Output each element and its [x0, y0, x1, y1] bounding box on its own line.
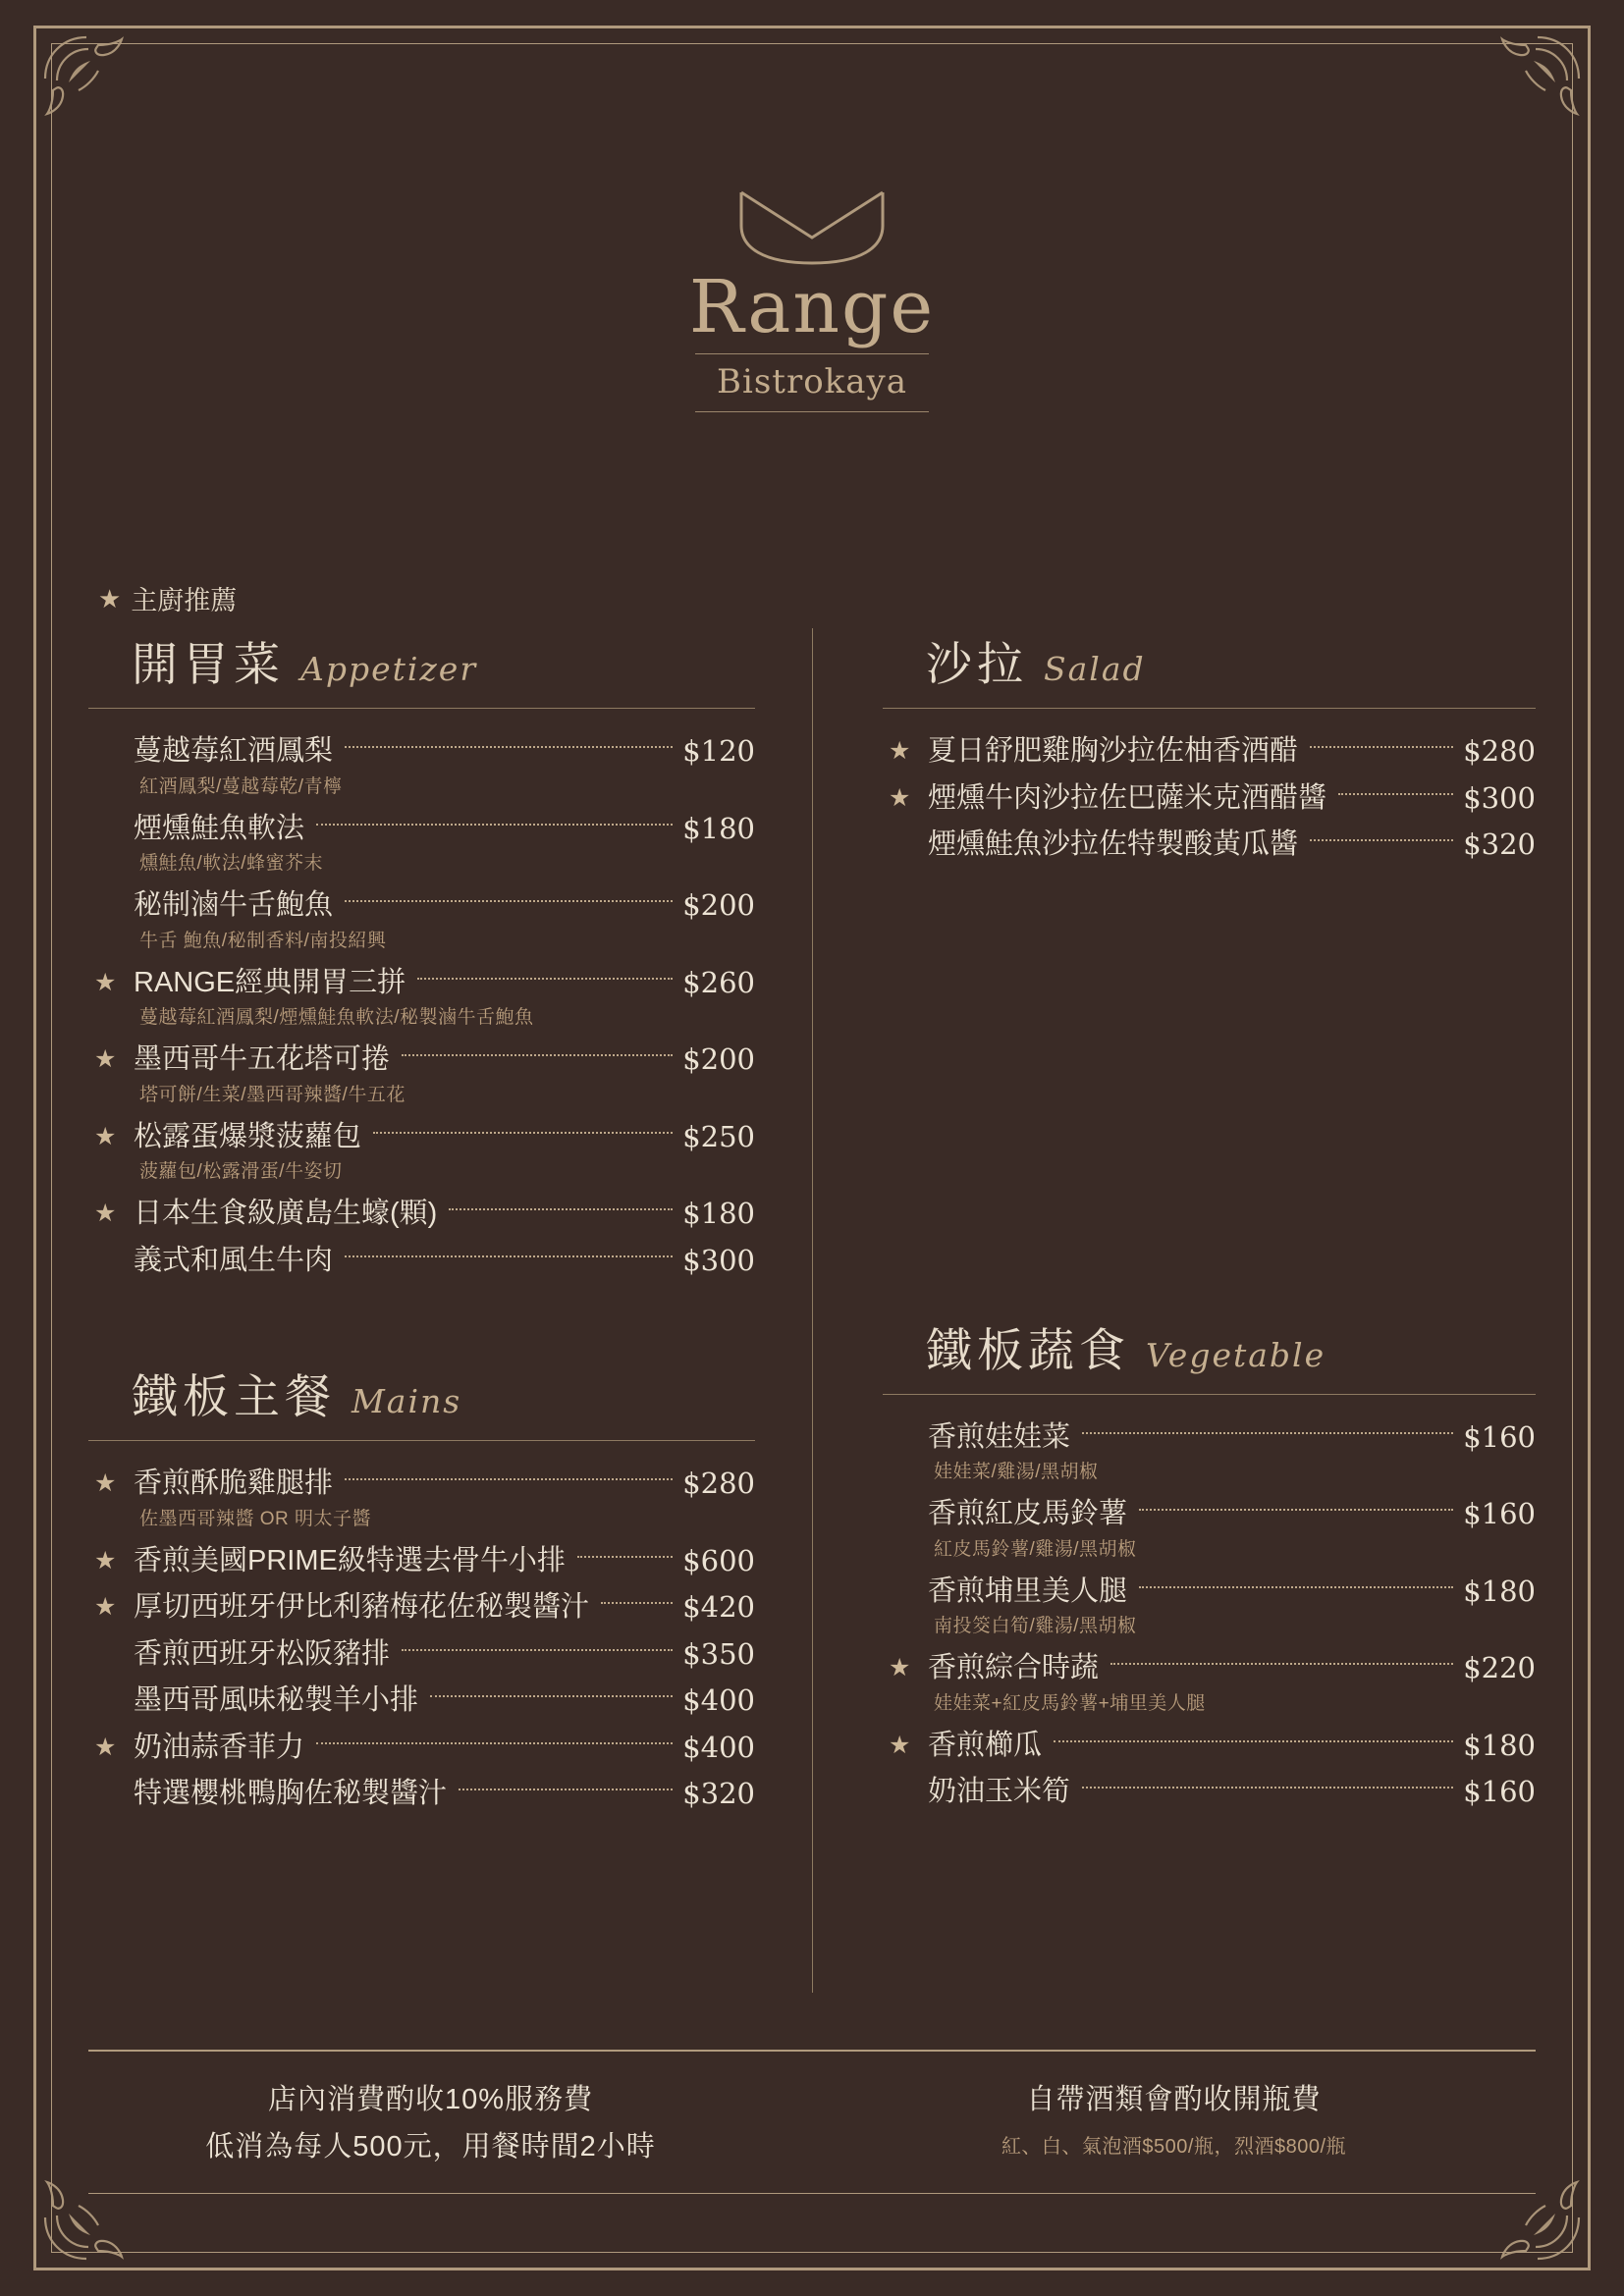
section-title-cn: 開胃菜 — [132, 638, 285, 690]
menu-item — [94, 884, 755, 952]
item-price: $600 — [682, 1543, 755, 1577]
menu-item — [889, 1725, 1536, 1768]
item-description: 娃娃菜/雞湯/黑胡椒 — [934, 1462, 1099, 1482]
leader-dots — [577, 1556, 673, 1558]
item-name: 奶油蒜香菲力 — [134, 1731, 305, 1763]
leader-dots — [1310, 746, 1453, 748]
section-title-en: Vegetable — [1146, 1335, 1326, 1374]
footer-service-notes — [88, 2077, 812, 2171]
item-name: 日本生食級廣島生蠔(顆) — [134, 1198, 438, 1229]
item-description: 牛舌 鮑魚/秘制香料/南投紹興 — [139, 930, 387, 951]
footer-rule-bottom — [88, 2193, 1536, 2194]
item-name: 煙燻牛肉沙拉佐巴薩米克酒醋醬 — [928, 781, 1327, 814]
menu-content — [88, 79, 1536, 2217]
menu-item — [889, 824, 1536, 867]
leader-dots — [1082, 1787, 1453, 1789]
leader-dots — [316, 824, 673, 826]
section-title-cn: 鐵板主餐 — [132, 1370, 336, 1422]
section-rule — [883, 708, 1536, 709]
star-icon: ★ — [94, 1469, 117, 1497]
item-name: 香煎娃娃菜 — [928, 1420, 1071, 1453]
section-title-en: Mains — [352, 1382, 462, 1420]
menu-item — [889, 777, 1536, 821]
menu-column-right — [812, 628, 1536, 1820]
leader-dots — [1338, 793, 1453, 795]
item-name: 奶油玉米筍 — [928, 1776, 1071, 1807]
leader-dots — [417, 978, 673, 980]
footer-corkage-notes — [812, 2077, 1536, 2171]
menu-item — [94, 1116, 755, 1184]
item-description: 紅皮馬鈴薯/雞湯/黑胡椒 — [934, 1538, 1137, 1560]
star-icon: ★ — [94, 1733, 117, 1761]
item-price: $180 — [682, 811, 755, 845]
item-price: $180 — [1463, 1574, 1536, 1608]
footer-corkage-detail: 紅、白、氣泡酒$500/瓶，烈酒$800/瓶 — [1001, 2136, 1347, 2159]
star-icon: ★ — [889, 1731, 911, 1759]
item-price: $400 — [682, 1730, 755, 1764]
item-name: RANGE經典開胃三拼 — [134, 966, 406, 998]
menu-item — [94, 1633, 755, 1677]
leader-dots — [459, 1789, 673, 1790]
item-name: 厚切西班牙伊比利豬梅花佐秘製醬汁 — [134, 1591, 590, 1623]
item-price: $320 — [682, 1777, 755, 1810]
section-salad — [883, 628, 1536, 867]
leader-dots — [345, 1255, 673, 1257]
menu-item — [94, 962, 755, 1030]
section-heading — [883, 628, 1536, 694]
item-price: $120 — [682, 734, 755, 768]
item-name: 夏日舒肥雞胸沙拉佐柚香酒醋 — [928, 735, 1299, 767]
item-price: $260 — [682, 965, 755, 999]
item-description: 蔓越莓紅酒鳳梨/煙燻鮭魚軟法/秘製滷牛舌鮑魚 — [139, 1007, 534, 1028]
leader-dots — [373, 1132, 673, 1134]
menu-item — [94, 1193, 755, 1236]
menu-item-list — [88, 1463, 755, 1816]
section-title-en: Appetizer — [300, 650, 478, 688]
item-description: 佐墨西哥辣醬 OR 明太子醬 — [139, 1508, 372, 1529]
menu-item — [889, 730, 1536, 774]
brand-logo — [88, 79, 1536, 412]
star-icon: ★ — [94, 1593, 117, 1621]
item-price: $300 — [682, 1243, 755, 1277]
menu-item — [889, 1771, 1536, 1814]
brand-name: Range — [688, 265, 936, 349]
leader-dots — [1082, 1432, 1453, 1434]
leader-dots — [316, 1742, 673, 1744]
star-icon: ★ — [98, 583, 122, 614]
leader-dots — [1110, 1663, 1453, 1665]
item-name: 香煎綜合時蔬 — [928, 1652, 1100, 1683]
item-name: 墨西哥風味秘製羊小排 — [134, 1684, 419, 1716]
leader-dots — [430, 1695, 673, 1697]
leader-dots — [1310, 839, 1453, 841]
item-price: $180 — [682, 1197, 755, 1230]
item-price: $350 — [682, 1636, 755, 1671]
section-title-en: Salad — [1044, 650, 1146, 688]
footer-corkage-title: 自帶酒類會酌收開瓶費 — [1026, 2084, 1322, 2116]
chef-recommend-legend — [98, 579, 237, 617]
item-name: 香煎紅皮馬鈴薯 — [928, 1498, 1128, 1529]
star-icon: ★ — [94, 1200, 117, 1227]
item-price: $160 — [1463, 1775, 1536, 1808]
item-price: $280 — [682, 1467, 755, 1500]
section-rule — [88, 1440, 755, 1441]
leader-dots — [402, 1054, 673, 1056]
item-price: $420 — [682, 1590, 755, 1624]
menu-item — [889, 1571, 1536, 1638]
section-vegetable — [883, 1314, 1536, 1814]
leader-dots — [1139, 1586, 1453, 1588]
menu-columns — [88, 628, 1536, 1820]
item-price: $320 — [1463, 828, 1536, 861]
item-price: $250 — [682, 1119, 755, 1153]
footer-line: 店內消費酌收10%服務費 — [267, 2084, 594, 2116]
item-name: 香煎西班牙松阪豬排 — [134, 1637, 391, 1670]
item-name: 香煎埔里美人腿 — [928, 1575, 1128, 1607]
item-price: $160 — [1463, 1497, 1536, 1530]
item-description: 菠蘿包/松露滑蛋/牛姿切 — [139, 1161, 343, 1182]
leader-dots — [345, 1478, 673, 1480]
item-description: 南投筊白筍/雞湯/黑胡椒 — [934, 1616, 1137, 1636]
item-name: 墨西哥牛五花塔可捲 — [134, 1043, 391, 1075]
menu-item — [889, 1493, 1536, 1561]
star-icon: ★ — [889, 737, 911, 765]
item-price: $300 — [1463, 780, 1536, 815]
star-icon: ★ — [94, 1122, 117, 1150]
item-price: $200 — [682, 888, 755, 922]
menu-item — [94, 808, 755, 876]
menu-item-list — [88, 730, 755, 1282]
leader-dots — [345, 746, 673, 748]
footer-line: 低消為每人500元，用餐時間2小時 — [205, 2131, 656, 2163]
leader-dots — [449, 1208, 673, 1210]
leader-dots — [1139, 1509, 1453, 1511]
menu-item — [889, 1416, 1536, 1484]
item-price: $180 — [1463, 1728, 1536, 1762]
item-description: 紅酒鳳梨/蔓越莓乾/青檸 — [139, 775, 343, 797]
section-appetizer — [88, 628, 755, 1282]
star-icon: ★ — [94, 1546, 117, 1575]
leader-dots — [402, 1649, 673, 1651]
leader-dots — [1054, 1740, 1453, 1742]
brand-subtitle: Bistrokaya — [695, 353, 929, 412]
star-icon: ★ — [94, 1045, 117, 1073]
item-name: 特選櫻桃鴨胸佐秘製醬汁 — [134, 1778, 448, 1809]
section-rule — [883, 1394, 1536, 1395]
menu-item — [94, 730, 755, 798]
menu-item — [94, 1727, 755, 1770]
item-name: 義式和風生牛肉 — [134, 1244, 334, 1276]
item-name: 香煎美國PRIME級特選去骨牛小排 — [134, 1544, 566, 1576]
section-spacer — [883, 871, 1536, 1314]
section-heading — [88, 1361, 755, 1426]
item-name: 秘制滷牛舌鮑魚 — [134, 889, 334, 921]
item-name: 煙燻鮭魚沙拉佐特製酸黃瓜醬 — [928, 828, 1299, 860]
item-price: $280 — [1463, 734, 1536, 768]
crown-mark-icon — [733, 187, 891, 271]
menu-item — [94, 1540, 755, 1583]
section-rule — [88, 708, 755, 709]
section-title-cn: 鐵板蔬食 — [926, 1323, 1130, 1376]
item-name: 香煎酥脆雞腿排 — [134, 1468, 334, 1499]
item-name: 松露蛋爆漿菠蘿包 — [134, 1120, 362, 1152]
item-name: 煙燻鮭魚軟法 — [134, 812, 305, 844]
menu-item-list — [883, 1416, 1536, 1814]
item-name: 蔓越莓紅酒鳳梨 — [134, 735, 334, 767]
chef-recommend-label: 主廚推薦 — [131, 586, 238, 615]
item-description: 塔可餅/生菜/墨西哥辣醬/牛五花 — [139, 1084, 406, 1105]
item-price: $220 — [1463, 1651, 1536, 1684]
menu-footer — [88, 2050, 1536, 2194]
menu-item — [94, 1773, 755, 1816]
menu-item — [94, 1039, 755, 1106]
star-icon: ★ — [94, 968, 117, 996]
section-spacer — [88, 1286, 755, 1361]
leader-dots — [601, 1602, 673, 1604]
item-price: $160 — [1463, 1419, 1536, 1454]
section-heading — [88, 628, 755, 694]
section-mains — [88, 1361, 755, 1816]
menu-item — [94, 1240, 755, 1283]
menu-item-list — [883, 730, 1536, 867]
menu-item — [94, 1586, 755, 1629]
item-description: 娃娃菜+紅皮馬鈴薯+埔里美人腿 — [934, 1692, 1206, 1714]
leader-dots — [345, 900, 673, 902]
menu-item — [889, 1647, 1536, 1715]
menu-column-left — [88, 628, 812, 1820]
star-icon: ★ — [889, 783, 911, 812]
star-icon: ★ — [889, 1654, 911, 1682]
item-price: $400 — [682, 1683, 755, 1717]
item-description: 燻鮭魚/軟法/蜂蜜芥末 — [139, 853, 324, 874]
item-name: 香煎櫛瓜 — [928, 1729, 1043, 1761]
section-heading — [883, 1314, 1536, 1380]
menu-item — [94, 1680, 755, 1723]
section-title-cn: 沙拉 — [926, 638, 1028, 690]
menu-item — [94, 1463, 755, 1530]
item-price: $200 — [682, 1042, 755, 1076]
